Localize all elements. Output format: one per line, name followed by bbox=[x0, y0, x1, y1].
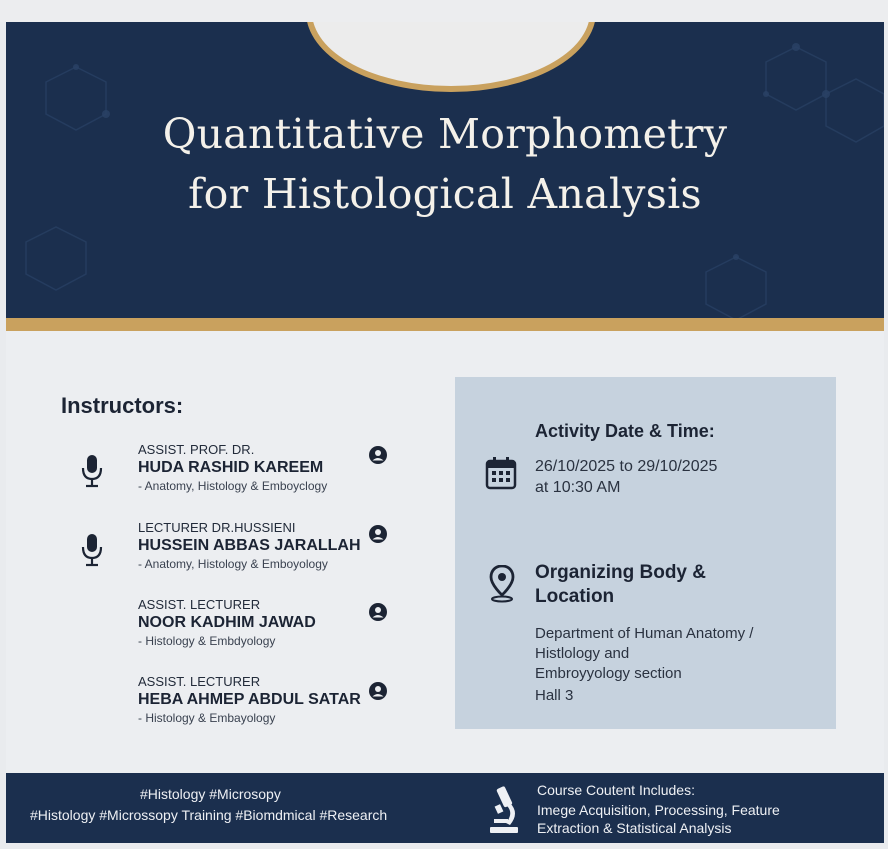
activity-time: at 10:30 AM bbox=[535, 479, 621, 496]
organizer-heading-line1: Organizing Body & bbox=[535, 562, 706, 583]
instructor-role: ASSIST. PROF. DR. bbox=[138, 442, 255, 457]
activity-heading: Activity Date & Time: bbox=[535, 421, 715, 441]
organizer-line-4: Hall 3 bbox=[535, 687, 574, 704]
title-line-2: for Histological Analysis bbox=[188, 170, 702, 218]
instructor-role: ASSIST. LECTURER bbox=[138, 674, 261, 689]
instructor-name: NOOR KADHIM JAWAD bbox=[138, 614, 316, 631]
course-content-line-1: Imege Acquisition, Processing, Feature bbox=[537, 802, 780, 818]
activity-dates: 26/10/2025 to 29/10/2025 bbox=[535, 458, 718, 475]
page-title bbox=[6, 104, 884, 224]
organizer-line-3: Embroyyology section bbox=[535, 665, 682, 682]
instructor-role: LECTURER DR.HUSSIENI bbox=[138, 520, 296, 535]
organizer-line-1: Department of Human Anatomy / bbox=[535, 625, 754, 642]
instructor-dept: - Histology & Embdyology bbox=[138, 634, 276, 648]
instructor-name: HUDA RASHID KAREEM bbox=[138, 459, 324, 476]
person-icon bbox=[369, 682, 387, 700]
instructor-dept: - Anatomy, Histology & Emboyology bbox=[138, 557, 328, 571]
instructor-3 bbox=[138, 596, 316, 650]
title-line-1: Quantitative Morphometry bbox=[162, 110, 728, 158]
gold-divider bbox=[6, 318, 884, 331]
person-icon bbox=[369, 446, 387, 464]
organizer-line-2: Histlology and bbox=[535, 645, 630, 662]
course-content-heading: Course Coutent Includes: bbox=[537, 782, 695, 798]
instructor-2 bbox=[138, 519, 361, 573]
instructor-4 bbox=[138, 673, 361, 727]
instructor-name: HUSSEIN ABBAS JARALLAH bbox=[138, 537, 361, 554]
instructors-heading: Instructors: bbox=[61, 393, 184, 418]
top-strip bbox=[0, 0, 888, 22]
instructor-dept: - Histology & Embayology bbox=[138, 711, 276, 725]
organizer-heading-line2: Location bbox=[535, 586, 615, 607]
instructor-1 bbox=[138, 441, 327, 495]
organizer-heading bbox=[535, 561, 706, 609]
person-icon bbox=[369, 603, 387, 621]
hashtags-line-2: #Histology #Microssopy Training #Biomdmical #Research bbox=[30, 807, 388, 823]
microphone-icon bbox=[81, 454, 103, 488]
instructor-role: ASSIST. LECTURER bbox=[138, 597, 261, 612]
microscope-icon bbox=[486, 785, 522, 835]
person-icon bbox=[369, 525, 387, 543]
microphone-icon bbox=[81, 533, 103, 567]
calendar-icon bbox=[485, 456, 517, 490]
instructor-dept: - Anatomy, Histology & Emboyclogy bbox=[138, 479, 328, 493]
hashtags-line-1: #Histology #Microsopy bbox=[140, 786, 281, 802]
course-content-line-2: Extraction & Statistical Analysis bbox=[537, 820, 732, 836]
location-pin-icon bbox=[489, 565, 515, 603]
title-banner bbox=[6, 22, 884, 320]
instructor-name: HEBA AHMEP ABDUL SATAR bbox=[138, 691, 361, 708]
